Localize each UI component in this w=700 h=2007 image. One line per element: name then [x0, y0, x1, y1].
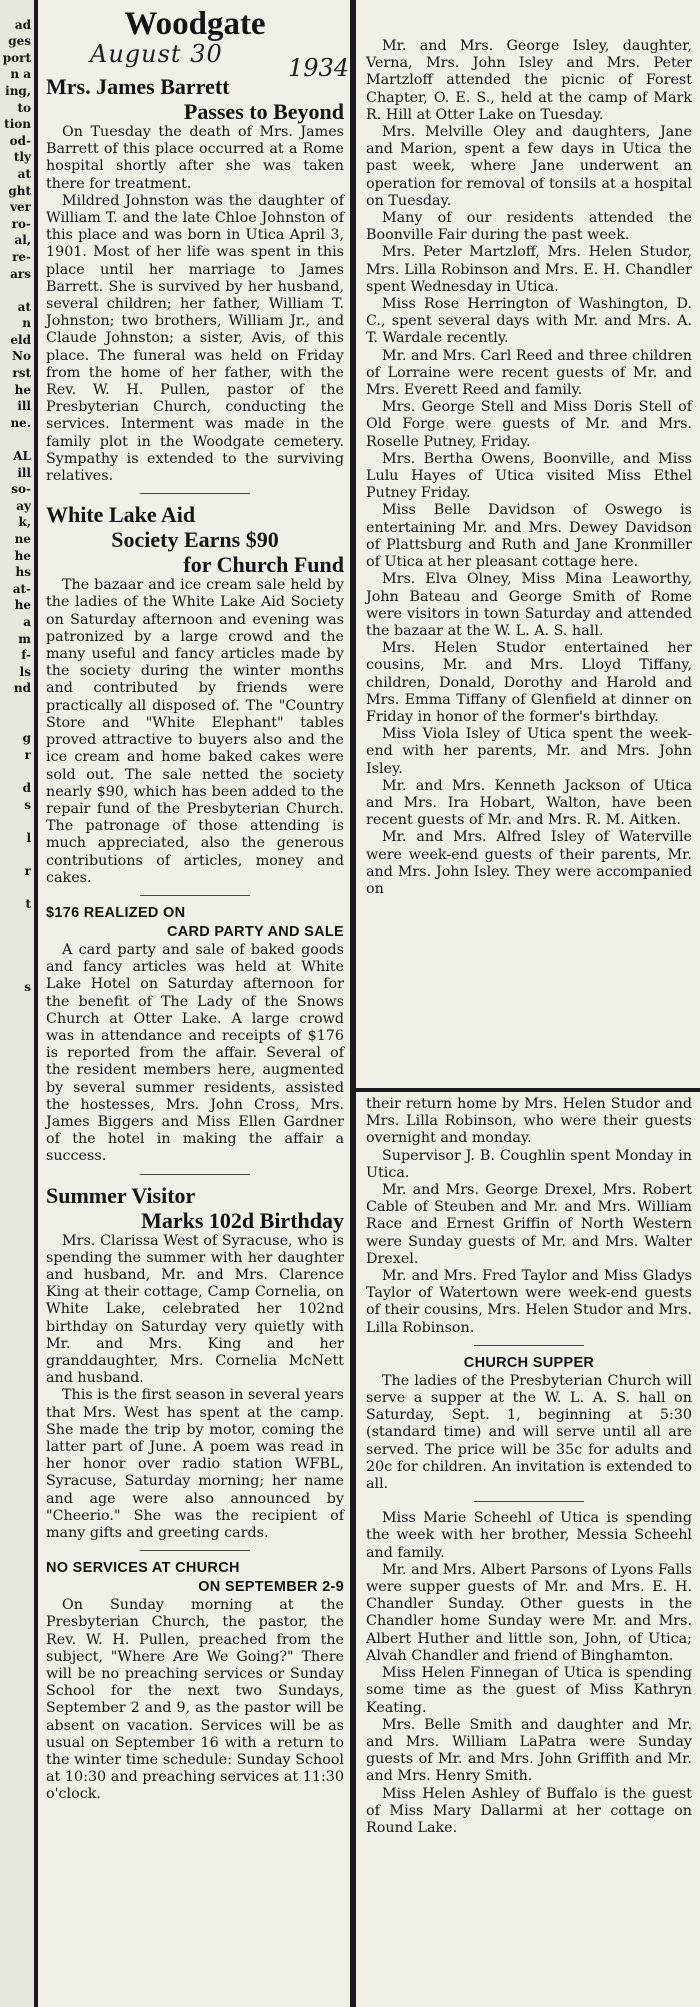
social-notes: [366, 1510, 692, 1837]
paragraph: Mr. and Mrs. Alfred Isley of Waterville were week-end guests of their parents, Mr. and Mrs. John Isley. They were accompanied on: [366, 829, 692, 897]
social-notes: [366, 1096, 692, 1337]
margin-fragment: f-: [21, 648, 31, 663]
margin-fragment: a: [23, 614, 31, 629]
margin-fragment: g: [22, 731, 31, 746]
margin-fragment: [0, 1510, 34, 1527]
margin-fragment: ght: [8, 183, 31, 198]
article-card-party: [46, 904, 344, 1166]
margin-fragment: s: [24, 980, 31, 995]
margin-fragment: [0, 929, 34, 946]
margin-fragment: eld: [10, 332, 31, 347]
margin-fragment: [0, 1925, 34, 1942]
margin-fragment: [0, 1610, 34, 1627]
margin-fragment: [0, 1709, 34, 1726]
divider: [140, 895, 250, 896]
paragraph: Many of our residents attended the Boonville Fair during the past week.: [366, 210, 692, 244]
margin-fragment: [0, 1195, 34, 1212]
margin-fragment: rst: [12, 366, 31, 381]
margin-fragment: [0, 1112, 34, 1129]
margin-fragment: [0, 1328, 34, 1345]
article-summer-visitor: [46, 1183, 344, 1543]
margin-fragment: No: [12, 349, 31, 364]
margin-fragment: [0, 1228, 34, 1245]
handwritten-date: August 30: [90, 40, 223, 68]
paragraph: Mrs. Melville Oley and daughters, Jane and Marion, spent a few days in Utica the past week, where Jane underwent an operation for removal of tonsils at a hospital on Tuesday.: [366, 124, 692, 209]
margin-fragment: ro-: [11, 216, 31, 231]
margin-fragment: [0, 1626, 34, 1643]
margin-fragment: [0, 1576, 34, 1593]
margin-fragment: [0, 1079, 34, 1096]
margin-fragment: [0, 282, 34, 299]
margin-fragment: [0, 1742, 34, 1759]
margin-fragment: [0, 1410, 34, 1427]
margin-fragment: r: [24, 747, 31, 762]
margin-fragment: [0, 1211, 34, 1228]
article-aid-society: [46, 502, 344, 887]
margin-fragment: [0, 1427, 34, 1444]
headline: CARD PARTY AND SALE: [166, 923, 344, 940]
paragraph: Mrs. Belle Smith and daughter and Mr. and Mrs. William LaPatra were Sunday guests of Mr. and Mrs. John Griffith and Mr. and Mrs. Henry Smith.: [366, 1716, 692, 1785]
margin-fragment: [0, 1560, 34, 1577]
margin-fragment: [0, 763, 34, 780]
margin-fragment: [0, 1311, 34, 1328]
margin-fragment: he: [14, 382, 31, 397]
margin-fragment: [0, 1444, 34, 1461]
margin-fragment: [0, 1361, 34, 1378]
margin-fragment: at-: [12, 581, 31, 596]
paragraph: Miss Belle Davidson of Oswego is entertaining Mr. and Mrs. Dewey Davidson of Plattsburg and Ruth and Jane Kronmiller of Utica at her pleasant cottage here.: [366, 502, 692, 571]
paragraph: Mr. and Mrs. Albert Parsons of Lyons Falls were supper guests of Mr. and Mrs. E. H. Chandler Sunday. Other guests in the Chandler home Sunday were Mr. and Mrs. Albert Huther and little son, John, of Utica; Alvah Chandler and friend of Binghamton.: [366, 1561, 692, 1664]
margin-fragment: [0, 1776, 34, 1793]
margin-fragment: al,: [14, 233, 31, 248]
margin-fragment: AL: [13, 449, 31, 464]
margin-fragment: [0, 1012, 34, 1029]
margin-fragment: [0, 1792, 34, 1809]
handwritten-year: 1934: [288, 54, 350, 82]
paragraph: Mr. and Mrs. Kenneth Jackson of Utica and Mrs. Ira Hobart, Walton, have been recent guests of Mr. and Mrs. R. M. Aitken.: [366, 777, 692, 829]
divider: [140, 1550, 250, 1551]
margin-fragment: [0, 1460, 34, 1477]
margin-fragment: ad: [14, 17, 31, 32]
margin-fragment: [0, 1344, 34, 1361]
paragraph: Mrs. Helen Studor entertained her cousins, Mr. and Mrs. Lloyd Tiffany, children, Donald, Dorothy and Harold and Mrs. Emma Tiffany of Glenfield at dinner on Friday in honor of the former's birthday.: [366, 640, 692, 725]
paragraph: Mrs. Elva Olney, Miss Mina Leaworthy, John Bateau and George Smith of Rome were visitors in town Saturday and attended the bazaar at the W. L. A. S. hall.: [366, 571, 692, 639]
margin-fragment: at: [17, 299, 31, 314]
headline: White Lake Aid: [46, 502, 196, 528]
margin-fragment: [0, 1377, 34, 1394]
margin-fragment: ing,: [5, 83, 31, 98]
margin-fragment: [0, 1145, 34, 1162]
margin-fragment: [0, 1045, 34, 1062]
margin-fragment: [0, 714, 34, 731]
paragraph: The ladies of the Presbyterian Church will serve a supper at the W. L. A. S. hall on Saturday, Sept. 1, beginning at 5:30 (standard time) and will serve until all are served. The price will be 35c for adults and 20c for children. An invitation is extended to all.: [366, 1372, 692, 1493]
margin-fragment: [0, 1659, 34, 1676]
paragraph: Miss Viola Isley of Utica spent the week-end with her parents, Mr. and Mrs. John Isley.: [366, 726, 692, 777]
headline: for Church Fund: [183, 552, 344, 578]
headline: ON SEPTEMBER 2-9: [198, 1579, 344, 1596]
divider: [474, 1501, 584, 1502]
paragraph: Mrs. Peter Martzloff, Mrs. Helen Studor, Mrs. Lilla Robinson and Mrs. E. H. Chandler spent Wednesday in Utica.: [366, 244, 692, 295]
margin-fragment: he: [14, 598, 31, 613]
paragraph: Mildred Johnston was the daughter of William T. and the late Chloe Johnston of this place and was born in Utica April 3, 1901. Most of her life was spent in this place until her marriage to James Barrett. She is survived by her husband, several children; her father, William T. Johnston; two brothers, William Jr., and Claude Johnston; a sister, Avis, of this place. The funeral was held on Friday from the home of her father, with the Rev. W. H. Pullen, pastor of the Presbyterian Church, conducting the services. Interment was made in the family plot in the Woodgate cemetery. Sympathy is extended to the surviving relatives.: [46, 192, 344, 485]
margin-fragment: s: [24, 797, 31, 812]
margin-fragment: at: [17, 166, 31, 181]
divider: [474, 1345, 584, 1346]
margin-fragment: [0, 913, 34, 930]
margin-fragment: ill: [17, 399, 31, 414]
margin-fragment: [0, 1261, 34, 1278]
headline: Society Earns $90: [111, 527, 279, 553]
margin-fragment: he: [14, 548, 31, 563]
margin-fragment: [0, 1676, 34, 1693]
margin-fragment: [0, 1892, 34, 1909]
paragraph: Mr. and Mrs. Fred Taylor and Miss Gladys Taylor of Watertown were week-end guests of their cousins, Mrs. Helen Studor and Mrs. Lilla Robinson.: [366, 1268, 692, 1336]
headline: $176 REALIZED ON: [46, 904, 186, 921]
margin-fragment: [0, 962, 34, 979]
margin-fragment: t: [25, 897, 31, 912]
paragraph: Mrs. Bertha Owens, Boonville, and Miss Lulu Hayes of Utica visited Miss Ethel Putney Friday.: [366, 450, 692, 502]
paragraph: On Tuesday the death of Mrs. James Barrett of this place occurred at a Rome hospital shortly after she was taken there for treatment.: [46, 124, 344, 192]
paragraph: Miss Helen Ashley of Buffalo is the guest of Miss Mary Dallarmi at her cottage on Round Lake.: [366, 1785, 692, 1836]
margin-fragment: hs: [15, 565, 31, 580]
margin-fragment: [0, 1095, 34, 1112]
margin-fragment: to: [17, 100, 31, 115]
margin-fragment: [0, 1593, 34, 1610]
margin-fragment: r: [24, 863, 31, 878]
article-barrett: [46, 74, 344, 485]
margin-fragment: [0, 1908, 34, 1925]
margin-fragment: [0, 1842, 34, 1859]
paragraph: On Sunday morning at the Presbyterian Church, the pastor, the Rev. W. H. Pullen, preached from the subject, "Where Are We Going?" There will be no preaching services or Sunday School for the next two Sundays, September 2 and 9, as the pastor will be absent on vacation. Services will be as usual on September 16 with a return to the winter time schedule: Sunday School at 10:30 and preaching services at 11:30 o'clock.: [46, 1597, 344, 1803]
margin-fragment: so-: [11, 482, 31, 497]
headline: Summer Visitor: [46, 1182, 196, 1208]
margin-fragment: nd: [13, 681, 31, 696]
margin-fragment: n: [22, 316, 31, 331]
margin-fragment: [0, 946, 34, 963]
margin-fragment: ill: [17, 465, 31, 480]
headline: CHURCH SUPPER: [463, 1354, 595, 1371]
paragraph: Miss Marie Scheehl of Utica is spending the week with her brother, Messia Scheehl and family.: [366, 1510, 692, 1561]
margin-fragment: m: [18, 631, 31, 646]
margin-fragment: ver: [10, 200, 31, 215]
margin-fragment: [0, 1875, 34, 1892]
margin-fragment: [0, 1294, 34, 1311]
headline: NO SERVICES AT CHURCH: [46, 1560, 240, 1577]
margin-fragment: port: [2, 50, 31, 65]
margin-fragment: ls: [19, 664, 31, 679]
margin-fragment: ay: [16, 498, 31, 513]
margin-fragment: [0, 1809, 34, 1826]
left-margin-fragments: [0, 0, 34, 2007]
paragraph: Supervisor J. B. Coughlin spent Monday in Utica.: [366, 1147, 692, 1181]
margin-fragment: re-: [12, 249, 31, 264]
paragraph: Mr. and Mrs. Carl Reed and three children of Lorraine were recent guests of Mr. and Mrs. Everett Reed and family.: [366, 347, 692, 399]
margin-fragment: [0, 431, 34, 448]
margin-fragment: [0, 0, 34, 17]
divider: [140, 1174, 250, 1175]
masthead: Woodgate: [124, 6, 266, 42]
paragraph: Miss Rose Herrington of Washington, D. C., spent several days with Mr. and Mrs. A. T. Wardale recently.: [366, 296, 692, 347]
margin-fragment: l: [26, 830, 31, 845]
margin-fragment: [0, 1477, 34, 1494]
margin-fragment: [0, 1162, 34, 1179]
margin-fragment: ne.: [10, 415, 31, 430]
paragraph: The bazaar and ice cream sale held by the ladies of the White Lake Aid Society on Saturday afternoon and evening was patronized by a large crowd and the many useful and fancy articles made by the society during the winter months and contributed by friends were practically all disposed of. The "Country Store and "White Elephant" tables proved attractive to buyers also and the ice cream and home baked cakes were sold out. The sale netted the society nearly $90, which has been added to the repair fund of the Presbyterian Church. The patronage of those attending is much appreciated, also the generous contributions of articles, money and cakes.: [46, 577, 344, 886]
right-column-top: [356, 0, 700, 1088]
margin-fragment: tly: [13, 150, 31, 165]
right-column-bottom: [356, 1092, 700, 2007]
margin-fragment: od-: [9, 133, 31, 148]
margin-fragment: [0, 697, 34, 714]
margin-fragment: [0, 1062, 34, 1079]
margin-fragment: [0, 846, 34, 863]
margin-fragment: [0, 1527, 34, 1544]
margin-fragment: [0, 1759, 34, 1776]
headline: Mrs. James Barrett: [46, 74, 230, 99]
paragraph: A card party and sale of baked goods and fancy articles was held at White Lake Hotel on Saturday afternoon for the benefit of The Lady of the Snows Church at Otter Lake. A large crowd was in attendance and receipts of $176 is reported from the affair. Several of the resident members here, augmented by several summer residents, assisted the hostesses, Mrs. John Cross, Mrs. James Biggers and Miss Ellen Gardner of the hotel in making the affair a success.: [46, 941, 344, 1165]
margin-fragment: [0, 1394, 34, 1411]
margin-fragment: [0, 1825, 34, 1842]
margin-fragment: ges: [8, 34, 31, 49]
margin-fragment: [0, 1859, 34, 1876]
margin-fragment: [0, 1029, 34, 1046]
margin-fragment: k,: [18, 515, 31, 530]
margin-fragment: [0, 1128, 34, 1145]
divider: [140, 493, 250, 494]
article-no-services: [46, 1559, 344, 1803]
paragraph: their return home by Mrs. Helen Studor and Mrs. Lilla Robinson, who were their guests overnight and monday.: [366, 1096, 692, 1147]
margin-fragment: tion: [4, 117, 31, 132]
paragraph: Mrs. George Stell and Miss Doris Stell of Old Forge were guests of Mr. and Mrs. Roselle Putney, Friday.: [366, 399, 692, 450]
paragraph: Miss Helen Finnegan of Utica is spending some time as the guest of Miss Kathryn Keating.: [366, 1665, 692, 1716]
left-column: [38, 0, 350, 2007]
margin-fragment: ars: [10, 266, 31, 281]
margin-fragment: [0, 1493, 34, 1510]
margin-fragment: [0, 813, 34, 830]
paragraph: Mrs. Clarissa West of Syracuse, who is spending the summer with her daughter and husband, Mr. and Mrs. Clarence King at their cottage, Camp Cornelia, on White Lake, celebrated her 102nd birthday on Saturday very quietly with Mr. and Mrs. King and her granddaughter, Mrs. Cornelia McNett and husband.: [46, 1232, 344, 1387]
margin-fragment: [0, 879, 34, 896]
margin-fragment: [0, 1726, 34, 1743]
margin-fragment: d: [22, 780, 31, 795]
margin-fragment: ne: [14, 532, 31, 546]
margin-fragment: [0, 1178, 34, 1195]
paragraph: This is the first season in several years that Mrs. West has spent at the camp. She made the trip by motor, coming the latter part of June. A poem was read in her honor over radio station WFBL, Syracuse, Saturday morning; her name and age were also announced by "Cheerio." She was the recipient of many gifts and greeting cards.: [46, 1387, 344, 1542]
margin-fragment: [0, 1941, 34, 1958]
margin-fragment: [0, 1693, 34, 1710]
margin-fragment: [0, 1245, 34, 1262]
paragraph: Mr. and Mrs. George Isley, daughter, Verna, Mrs. John Isley and Mrs. Peter Martzloff attended the picnic of Forest Chapter, O. E. S., held at the camp of Mark R. Hill at Otter Lake on Tuesday.: [366, 38, 692, 123]
paragraph: Mr. and Mrs. George Drexel, Mrs. Robert Cable of Steuben and Mr. and Mrs. William Race and Ernest Griffin of North Western were Sunday guests of Mr. and Mrs. Walter Drexel.: [366, 1182, 692, 1267]
margin-fragment: [0, 1643, 34, 1660]
margin-fragment: n a: [10, 67, 31, 82]
headline: Passes to Beyond: [183, 99, 344, 124]
headline: Marks 102d Birthday: [141, 1207, 344, 1233]
margin-fragment: [0, 996, 34, 1013]
margin-fragment: [0, 1278, 34, 1295]
margin-fragment: [0, 1543, 34, 1560]
